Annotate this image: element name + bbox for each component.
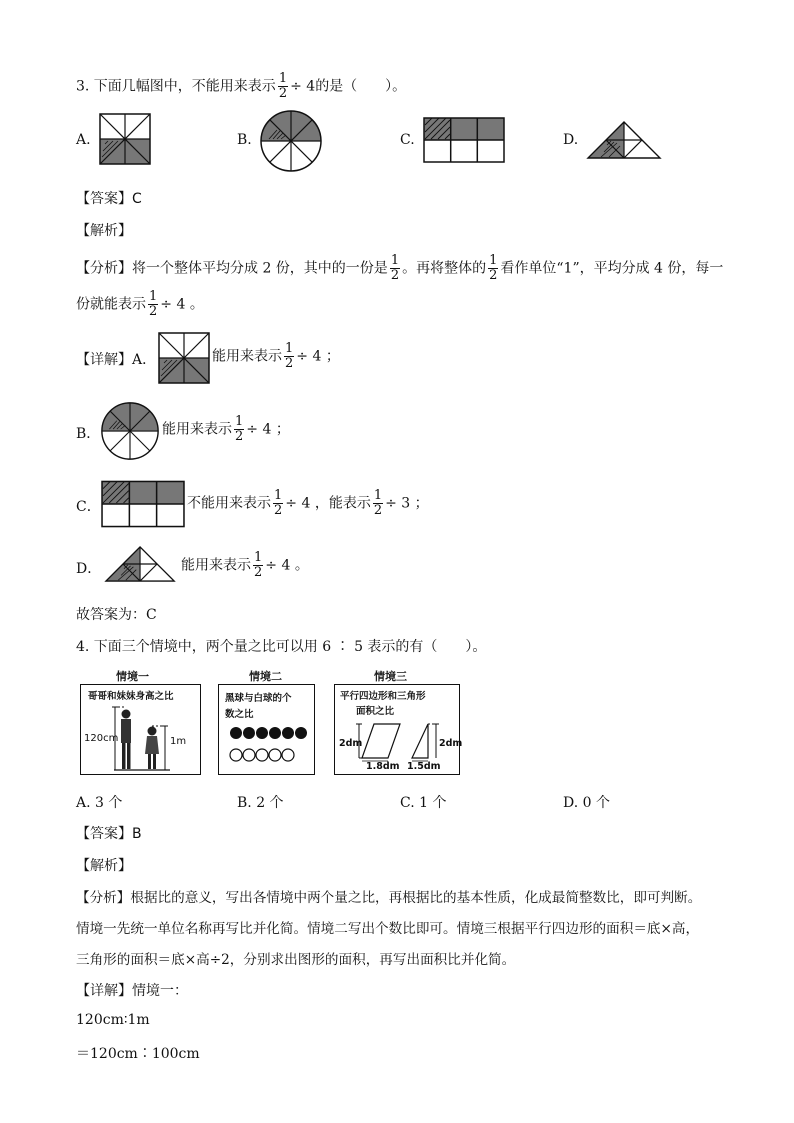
q4-fenxi-line3: 三角形的面积＝底×高÷2，分别求出图形的面积，再写出面积比并化简。 [76, 952, 516, 968]
scene3-caption-line2: 面积之比 [356, 706, 395, 717]
q4-fenxi-line2: 情境一先统一单位名称再写比并化简。情境二写出个数比即可。情境三根据平行四边形的面积＝底×高， [76, 921, 700, 937]
q3-stem [76, 72, 406, 101]
q3-stem-prefix: 3. 下面几幅图中，不能用来表示 [76, 78, 276, 95]
q3-option-b-label: B. [237, 132, 252, 148]
fraction-half: $\frac{1}{2}$ [285, 341, 294, 371]
q3-detail-c-label: C． [76, 499, 101, 515]
fraction-half: $\frac{1}{2}$ [278, 71, 288, 101]
q4-stem: 4. 下面三个情境中，两个量之比可以用 6 ∶ 5 表示的有（ ）。 [76, 639, 487, 655]
shapes-icon [356, 722, 446, 762]
fraction-half: $\frac{1}{2}$ [489, 253, 498, 283]
label-1-8dm: 1.8dm [366, 761, 400, 772]
label-2dm-right: 2dm [439, 738, 463, 749]
q4-detail-heading: 【详解】情境一： [76, 983, 188, 999]
label-2dm-left: 2dm [339, 738, 363, 749]
scene1-title: 情境一 [116, 670, 149, 683]
q3-detail-c-text: 不能用来表示 $\frac{1}{2}$ ÷ 4 ，能表示 $\frac{1}{2}$ ÷ 3 ； [187, 488, 429, 518]
scene1-people-icon [112, 706, 172, 772]
detail-d-triangle [105, 546, 177, 582]
balls-icon [228, 725, 308, 765]
q3-detail-d-label: D． [76, 561, 102, 577]
q3-option-c-label: C. [400, 132, 415, 148]
q3-detail-d-text: 能用来表示 $\frac{1}{2}$ ÷ 4 。 [181, 550, 309, 580]
fraction-half: $\frac{1}{2}$ [373, 488, 383, 518]
q3-detail-a-text: 能用来表示 $\frac{1}{2}$ ÷ 4 ； [212, 341, 340, 371]
detail-b-circle [100, 401, 160, 461]
q3-fenxi-line2: 份就能表示 $\frac{1}{2}$ ÷ 4 。 [76, 289, 204, 319]
q3-detail-a-label: 【详解】A． [76, 352, 157, 368]
fraction-half: $\frac{1}{2}$ [235, 414, 244, 444]
q3-option-a-label: A. [76, 132, 91, 148]
q3-option-d-label: D. [563, 132, 579, 148]
label-120cm: 120cm [84, 733, 119, 744]
q3-final-answer: 故答案为：C [76, 607, 157, 623]
figure-d-triangle [587, 121, 663, 159]
q3-detail-b-text: 能用来表示 $\frac{1}{2}$ ÷ 4 ； [162, 414, 290, 444]
figure-a-square [99, 113, 151, 165]
q3-stem-suffix: 的是（ ）。 [315, 78, 407, 95]
fraction-half: $\frac{1}{2}$ [390, 253, 400, 283]
q4-analysis-heading: 【解析】 [76, 858, 132, 874]
detail-a-square [158, 332, 210, 384]
q4-answer: 【答案】B [76, 826, 142, 842]
scene2-title: 情境二 [249, 670, 282, 683]
figure-b-circle [259, 109, 323, 173]
q3-answer: 【答案】C [76, 191, 142, 207]
q3-fenxi-line1: 【分析】将一个整体平均分成 2 份，其中的一份是 $\frac{1}{2}$ 。再将整体的 $\frac{1}{2}$ 看作单位“1”，平均分成 4 份，每一 [76, 253, 724, 283]
figure-c-grid [423, 117, 505, 163]
q4-option-c: C. 1 个 [400, 795, 447, 811]
q4-detail-line2: ＝120cm∶100cm [76, 1046, 200, 1062]
q3-div4: ÷ 4 [290, 78, 316, 95]
detail-c-grid [101, 480, 185, 528]
q4-option-b: B. 2 个 [237, 795, 284, 811]
q4-detail-line1: 120cm∶1m [76, 1012, 150, 1028]
label-1-5dm: 1.5dm [407, 761, 441, 772]
scene2-caption-line1: 黑球与白球的个 [225, 693, 292, 704]
q3-detail-b-label: B． [76, 426, 101, 442]
q4-option-a: A. 3 个 [76, 795, 123, 811]
fraction-half: $\frac{1}{2}$ [254, 550, 263, 580]
label-1m: 1m [170, 736, 187, 747]
q4-option-d: D. 0 个 [563, 795, 610, 811]
scene3-caption-line1: 平行四边形和三角形 [340, 691, 426, 702]
q4-fenxi-line1: 【分析】根据比的意义，写出各情境中两个量之比，再根据比的基本性质，化成最简整数比，即可判断。 [76, 890, 702, 906]
scene2-caption-line2: 数之比 [225, 709, 254, 720]
fraction-half: $\frac{1}{2}$ [149, 289, 158, 319]
scene1-caption: 哥哥和妹妹身高之比 [88, 691, 174, 702]
fraction-half: $\frac{1}{2}$ [274, 488, 283, 518]
scene3-title: 情境三 [374, 670, 407, 683]
q3-analysis-heading: 【解析】 [76, 223, 132, 239]
